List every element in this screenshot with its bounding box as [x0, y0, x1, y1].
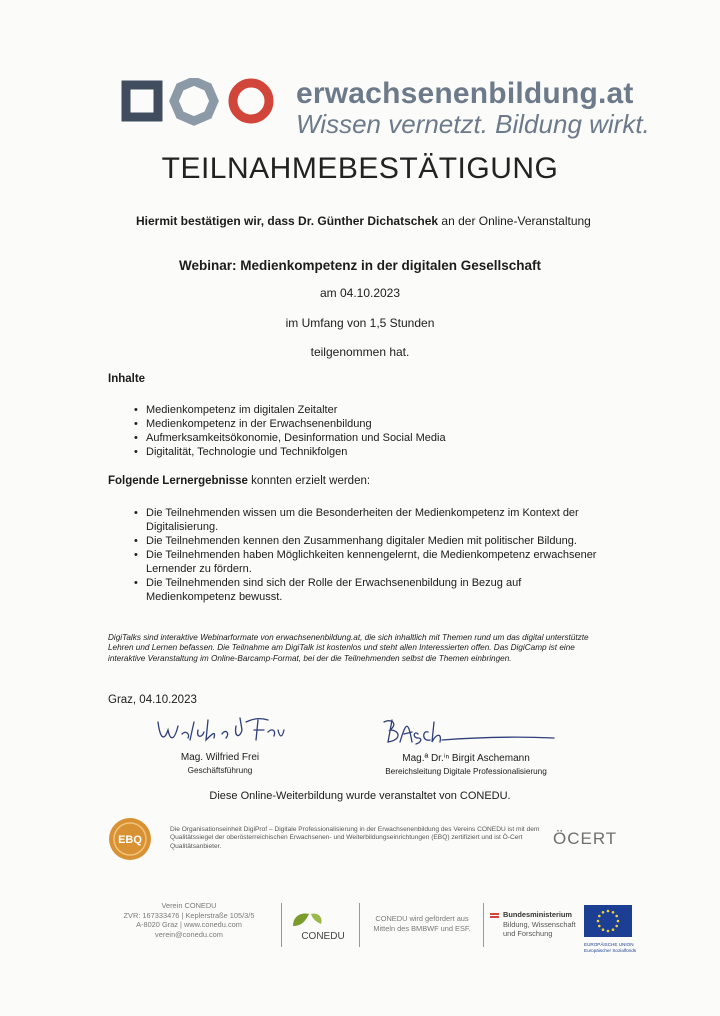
square-logo-shape	[126, 85, 158, 117]
octagon-logo-shape	[174, 81, 214, 121]
brand-logo-shapes	[120, 78, 280, 130]
footer-funding-line: CONEDU wird gefördert aus	[375, 914, 469, 923]
circle-logo-shape	[233, 83, 269, 119]
list-item: • Die Teilnehmenden sind sich der Rolle der Erwachsenenbildung in Bezug auf Medienkompetenz bewusst.	[134, 576, 614, 604]
list-item: • Medienkompetenz in der Erwachsenenbildung	[134, 417, 594, 431]
event-participated: teilgenommen hat.	[310, 345, 410, 359]
footer-divider	[281, 903, 282, 947]
list-item: • Die Teilnehmenden haben Möglichkeiten kennengelernt, die Medienkompetenz erwachsener Lernender zu fördern.	[134, 548, 614, 576]
confirmation-suffix: an der Online-Veranstaltung	[438, 214, 591, 228]
list-item: • Die Teilnehmenden wissen um die Besonderheiten der Medienkompetenz im Kontext der Digitalisierung.	[134, 506, 614, 534]
quality-statement: Die Organisationseinheit DigiProf – Digitale Professionalisierung in der Erwachsenenbildung des Vereins CONEDU ist mit dem Qualitätssiegel der oberösterreichischen Erwachsenen- und Weiterbildungseinrichtungen (EBQ) zertifiziert und ist Ö-Cert Qualitätsanbieter.	[170, 826, 540, 850]
confirmation-prefix: Hiermit bestätigen wir, dass Dr. Günther Dichatschek	[136, 214, 439, 228]
conedu-logo	[287, 906, 355, 944]
eu-flag-icon	[584, 905, 632, 937]
conedu-leaf-icon	[293, 914, 309, 927]
outcomes-heading-bold: Folgende Lernergebnisse	[108, 475, 248, 487]
ministry-line: Bundesministerium	[503, 910, 572, 919]
event-title: Webinar: Medienkompetenz in der digitalen Gesellschaft	[178, 258, 542, 273]
signature-aschemann	[378, 712, 558, 752]
ebq-badge	[108, 817, 152, 861]
footer-funding-line: Mitteln des BMBWF und ESF.	[373, 923, 471, 933]
brand-name: erwachsenenbildung.at	[296, 77, 634, 110]
contents-list	[134, 403, 594, 459]
contents-heading: Inhalte	[108, 373, 146, 385]
organizer-line: Diese Online-Weiterbildung wurde veranstaltet von CONEDU.	[209, 790, 511, 802]
place-date: Graz, 04.10.2023	[108, 694, 197, 706]
eu-logo	[584, 905, 637, 953]
austria-flag-icon	[490, 913, 499, 915]
brand-tagline: Wissen vernetzt. Bildung wirkt.	[296, 109, 650, 139]
list-item: • Medienkompetenz im digitalen Zeitalter	[134, 403, 594, 417]
signer-2-role: Bereichsleitung Digitale Professionalisierung	[385, 767, 547, 776]
signature-frei	[150, 708, 300, 748]
ministry-line: Bildung, Wissenschaft	[503, 919, 576, 929]
event-date: am 04.10.2023	[319, 286, 401, 300]
event-duration: im Umfang von 1,5 Stunden	[285, 316, 435, 330]
list-item: • Digitalität, Technologie und Technikfolgen	[134, 445, 594, 459]
signer-1-role: Geschäftsführung	[187, 766, 253, 775]
footer-org-line: A-8020 Graz | www.conedu.com	[136, 920, 242, 930]
footer-funding	[364, 914, 480, 933]
list-item: • Die Teilnehmenden kennen den Zusammenhang digitaler Medien mit politischer Bildung.	[134, 534, 614, 548]
eu-line: EUROPÄISCHE UNION	[584, 942, 634, 947]
outcomes-heading-rest: konnten erzielt werden:	[247, 475, 371, 487]
signer-1-name: Mag. Wilfried Frei	[180, 752, 260, 763]
oecert-logo	[553, 829, 617, 849]
list-item: • Aufmerksamkeitsökonomie, Desinformation und Social Media	[134, 431, 594, 445]
footer-org-line: verein@conedu.com	[155, 929, 223, 939]
outcomes-heading	[108, 475, 370, 487]
digitalk-note: DigiTalks sind interaktive Webinarformate von erwachsenenbildung.at, die sich inhaltlich mit Themen rund um das digital unterstützte Lehren und Lernen befassen. Die Teilnahme am DigiTalk ist kostenlos und steht allen Interessierten offen. Das DigiCamp ist eine interaktive Veranstaltung im Online-Barcamp-Format, bei der die Teilnehmenden selbst die Themen einbringen.	[108, 633, 589, 663]
ebq-badge-label: EBQ	[118, 834, 142, 846]
signer-2-name: Mag.ª Dr.ⁱⁿ Birgit Aschemann	[402, 753, 530, 764]
footer-org-line: Verein CONEDU	[161, 901, 217, 910]
oecert-label: ÖCERT	[553, 829, 618, 848]
ministry-line: und Forschung	[503, 929, 553, 939]
document-title: TEILNAHMEBESTÄTIGUNG	[161, 152, 559, 185]
footer-org-info	[100, 901, 278, 939]
conedu-logo-label: CONEDU	[301, 931, 345, 942]
brand	[296, 78, 650, 138]
footer-org-line: ZVR: 167333476 | Keplerstraße 105/3/5	[123, 910, 255, 920]
eu-line: Europäischer Sozialfonds	[584, 947, 637, 953]
confirmation-line	[136, 214, 591, 228]
footer-divider	[359, 903, 360, 947]
footer-divider	[483, 903, 484, 947]
outcomes-list	[134, 506, 614, 604]
